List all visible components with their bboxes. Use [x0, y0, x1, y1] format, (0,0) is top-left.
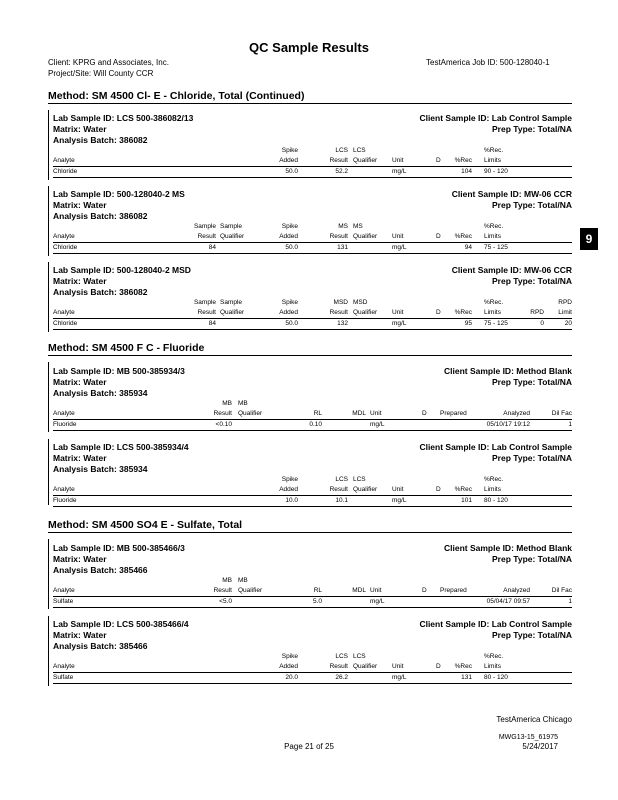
column-header: Qualifier	[220, 233, 245, 240]
project-site: Project/Site: Will County CCR	[48, 69, 154, 78]
column-header: Result	[329, 233, 348, 240]
column-header: RL	[313, 587, 322, 594]
table-cell: 80 - 120	[484, 674, 508, 681]
column-header: LCS	[335, 476, 348, 483]
column-header: %Rec	[454, 157, 472, 164]
table-cell: mg/L	[392, 320, 407, 327]
column-header: Added	[279, 663, 298, 670]
lab-sample-id: Lab Sample ID: MB 500-385934/3	[53, 366, 185, 376]
column-header: Spike	[281, 223, 298, 230]
table-cell: mg/L	[370, 598, 385, 605]
matrix: Matrix: Water	[53, 200, 107, 210]
table-cell: Chloride	[53, 244, 78, 251]
column-header: D	[422, 410, 427, 417]
column-header: Added	[279, 486, 298, 493]
client-sample-id: Client Sample ID: Method Blank	[444, 543, 572, 553]
lab-sample-id: Lab Sample ID: 500-128040-2 MS	[53, 189, 185, 199]
column-header: RPD	[530, 309, 544, 316]
table-cell: Sulfate	[53, 598, 74, 605]
column-header: Analyte	[53, 309, 75, 316]
column-header: Limits	[484, 663, 501, 670]
table-cell: mg/L	[392, 497, 407, 504]
lab-sample-id: Lab Sample ID: MB 500-385466/3	[53, 543, 185, 553]
method-heading-chloride: Method: SM 4500 Cl- E - Chloride, Total (Continued)	[48, 90, 305, 102]
table-cell: 1	[568, 421, 572, 428]
footer-date: 5/24/2017	[522, 742, 558, 751]
table-cell: 50.0	[285, 244, 298, 251]
column-header: Spike	[281, 299, 298, 306]
page-title: QC Sample Results	[249, 40, 369, 55]
table-cell: 75 - 125	[484, 244, 508, 251]
table-cell: 50.0	[285, 168, 298, 175]
analysis-batch: Analysis Batch: 386082	[53, 287, 148, 297]
column-header: MSD	[353, 299, 368, 306]
column-header: Limits	[484, 157, 501, 164]
column-header: Unit	[370, 587, 382, 594]
column-header: MS	[338, 223, 348, 230]
footer-page-number: Page 21 of 25	[284, 742, 334, 751]
table-cell: Fluoride	[53, 497, 77, 504]
column-header: MB	[222, 400, 232, 407]
table-cell: <0.10	[215, 421, 232, 428]
column-header: Unit	[392, 486, 404, 493]
column-header: %Rec	[454, 486, 472, 493]
table-cell: 26.2	[335, 674, 348, 681]
column-header: Qualifier	[353, 309, 378, 316]
table-cell: 90 - 120	[484, 168, 508, 175]
job-id: TestAmerica Job ID: 500-128040-1	[426, 58, 550, 67]
column-header: Prepared	[440, 587, 467, 594]
matrix: Matrix: Water	[53, 276, 107, 286]
table-cell: mg/L	[392, 674, 407, 681]
column-header: Result	[213, 587, 232, 594]
table-cell: 94	[464, 244, 472, 251]
column-header: MSD	[333, 299, 348, 306]
column-header: LCS	[335, 147, 348, 154]
column-header: %Rec.	[484, 653, 504, 660]
column-header: Limit	[558, 309, 572, 316]
column-header: %Rec	[454, 233, 472, 240]
method-heading-sulfate: Method: SM 4500 SO4 E - Sulfate, Total	[48, 519, 243, 531]
column-header: %Rec.	[484, 299, 504, 306]
lab-sample-id: Lab Sample ID: LCS 500-385466/4	[53, 619, 189, 629]
table-cell: mg/L	[392, 168, 407, 175]
column-header: %Rec	[454, 309, 472, 316]
column-header: Result	[213, 410, 232, 417]
column-header: Sample	[220, 299, 243, 306]
column-header: Qualifier	[220, 309, 245, 316]
table-cell: 10.1	[335, 497, 348, 504]
column-header: Analyzed	[503, 410, 530, 417]
column-header: RPD	[558, 299, 572, 306]
column-header: Unit	[370, 410, 382, 417]
column-header: Result	[329, 157, 348, 164]
table-cell: 05/04/17 09:57	[486, 598, 530, 605]
table-cell: 104	[461, 168, 472, 175]
table-cell: 5.0	[312, 598, 322, 605]
column-header: Spike	[281, 147, 298, 154]
client-sample-id: Client Sample ID: Lab Control Sample	[419, 619, 572, 629]
client-sample-id: Client Sample ID: Lab Control Sample	[419, 442, 572, 452]
client-name: Client: KPRG and Associates, Inc.	[48, 58, 169, 67]
table-cell: 0	[540, 320, 544, 327]
column-header: D	[436, 309, 441, 316]
table-cell: 20.0	[285, 674, 298, 681]
prep-type: Prep Type: Total/NA	[492, 554, 572, 564]
column-header: Unit	[392, 309, 404, 316]
column-header: Dil Fac	[551, 587, 572, 594]
column-header: Qualifier	[238, 410, 263, 417]
lab-sample-id: Lab Sample ID: LCS 500-385934/4	[53, 442, 189, 452]
prep-type: Prep Type: Total/NA	[492, 377, 572, 387]
column-header: Result	[197, 309, 216, 316]
client-sample-id: Client Sample ID: MW-06 CCR	[451, 189, 572, 199]
table-cell: 80 - 120	[484, 497, 508, 504]
column-header: Spike	[281, 653, 298, 660]
column-header: MB	[238, 400, 248, 407]
analysis-batch: Analysis Batch: 385466	[53, 565, 148, 575]
column-header: Qualifier	[353, 157, 378, 164]
column-header: Unit	[392, 157, 404, 164]
prep-type: Prep Type: Total/NA	[492, 453, 572, 463]
column-header: Analyte	[53, 410, 75, 417]
column-header: %Rec.	[484, 147, 504, 154]
analysis-batch: Analysis Batch: 385934	[53, 388, 148, 398]
table-cell: 95	[464, 320, 472, 327]
table-cell: 50.0	[285, 320, 298, 327]
column-header: LCS	[335, 653, 348, 660]
column-header: D	[436, 663, 441, 670]
column-header: Added	[279, 309, 298, 316]
column-header: Analyte	[53, 663, 75, 670]
column-header: Qualifier	[238, 587, 263, 594]
column-header: Unit	[392, 233, 404, 240]
table-cell: mg/L	[392, 244, 407, 251]
column-header: Result	[197, 233, 216, 240]
column-header: Qualifier	[353, 486, 378, 493]
table-cell: mg/L	[370, 421, 385, 428]
column-header: D	[436, 486, 441, 493]
column-header: RL	[313, 410, 322, 417]
column-header: Limits	[484, 233, 501, 240]
column-header: Analyte	[53, 233, 75, 240]
column-header: Spike	[281, 476, 298, 483]
table-cell: 52.2	[335, 168, 348, 175]
column-header: Analyte	[53, 486, 75, 493]
column-header: Prepared	[440, 410, 467, 417]
column-header: Result	[329, 486, 348, 493]
table-cell: 101	[461, 497, 472, 504]
column-header: MB	[222, 577, 232, 584]
column-header: Sample	[220, 223, 243, 230]
matrix: Matrix: Water	[53, 554, 107, 564]
method-heading-fluoride: Method: SM 4500 F C - Fluoride	[48, 342, 205, 354]
analysis-batch: Analysis Batch: 386082	[53, 135, 148, 145]
column-header: D	[436, 233, 441, 240]
column-header: D	[422, 587, 427, 594]
column-header: MDL	[352, 410, 366, 417]
matrix: Matrix: Water	[53, 377, 107, 387]
footer-company: TestAmerica Chicago	[496, 715, 572, 724]
column-header: Result	[329, 309, 348, 316]
analysis-batch: Analysis Batch: 385934	[53, 464, 148, 474]
column-header: LCS	[353, 476, 366, 483]
section-tab-marker: 9	[580, 228, 598, 250]
column-header: Result	[329, 663, 348, 670]
table-cell: 131	[461, 674, 472, 681]
table-cell: Sulfate	[53, 674, 74, 681]
column-header: D	[436, 157, 441, 164]
prep-type: Prep Type: Total/NA	[492, 630, 572, 640]
client-sample-id: Client Sample ID: MW-06 CCR	[451, 265, 572, 275]
column-header: MS	[353, 223, 363, 230]
table-cell: Chloride	[53, 320, 78, 327]
table-cell: 0.10	[309, 421, 322, 428]
column-header: LCS	[353, 147, 366, 154]
client-sample-id: Client Sample ID: Lab Control Sample	[419, 113, 572, 123]
column-header: Added	[279, 233, 298, 240]
column-header: %Rec	[454, 663, 472, 670]
table-cell: <5.0	[219, 598, 232, 605]
column-header: Analyzed	[503, 587, 530, 594]
matrix: Matrix: Water	[53, 124, 107, 134]
column-header: LCS	[353, 653, 366, 660]
table-cell: 20	[564, 320, 572, 327]
column-header: MB	[238, 577, 248, 584]
lab-sample-id: Lab Sample ID: 500-128040-2 MSD	[53, 265, 191, 275]
column-header: Qualifier	[353, 233, 378, 240]
column-header: Analyte	[53, 157, 75, 164]
analysis-batch: Analysis Batch: 385466	[53, 641, 148, 651]
table-cell: 1	[568, 598, 572, 605]
column-header: Qualifier	[353, 663, 378, 670]
column-header: Limits	[484, 309, 501, 316]
column-header: Sample	[193, 223, 216, 230]
column-header: %Rec.	[484, 476, 504, 483]
table-cell: Chloride	[53, 168, 78, 175]
prep-type: Prep Type: Total/NA	[492, 124, 572, 134]
client-sample-id: Client Sample ID: Method Blank	[444, 366, 572, 376]
table-cell: 75 - 125	[484, 320, 508, 327]
table-cell: 05/10/17 19:12	[486, 421, 530, 428]
analysis-batch: Analysis Batch: 386082	[53, 211, 148, 221]
column-header: Analyte	[53, 587, 75, 594]
table-cell: 10.0	[285, 497, 298, 504]
prep-type: Prep Type: Total/NA	[492, 276, 572, 286]
column-header: MDL	[352, 587, 366, 594]
column-header: Sample	[193, 299, 216, 306]
matrix: Matrix: Water	[53, 453, 107, 463]
column-header: %Rec.	[484, 223, 504, 230]
matrix: Matrix: Water	[53, 630, 107, 640]
column-header: Added	[279, 157, 298, 164]
table-cell: 131	[337, 244, 348, 251]
prep-type: Prep Type: Total/NA	[492, 200, 572, 210]
footer-doc-id: MWG13-15_61975	[498, 734, 558, 741]
table-cell: 84	[208, 244, 216, 251]
column-header: Dil Fac	[551, 410, 572, 417]
column-header: Unit	[392, 663, 404, 670]
table-cell: 132	[337, 320, 348, 327]
lab-sample-id: Lab Sample ID: LCS 500-386082/13	[53, 113, 194, 123]
table-cell: 84	[208, 320, 216, 327]
table-cell: Fluoride	[53, 421, 77, 428]
column-header: Limits	[484, 486, 501, 493]
